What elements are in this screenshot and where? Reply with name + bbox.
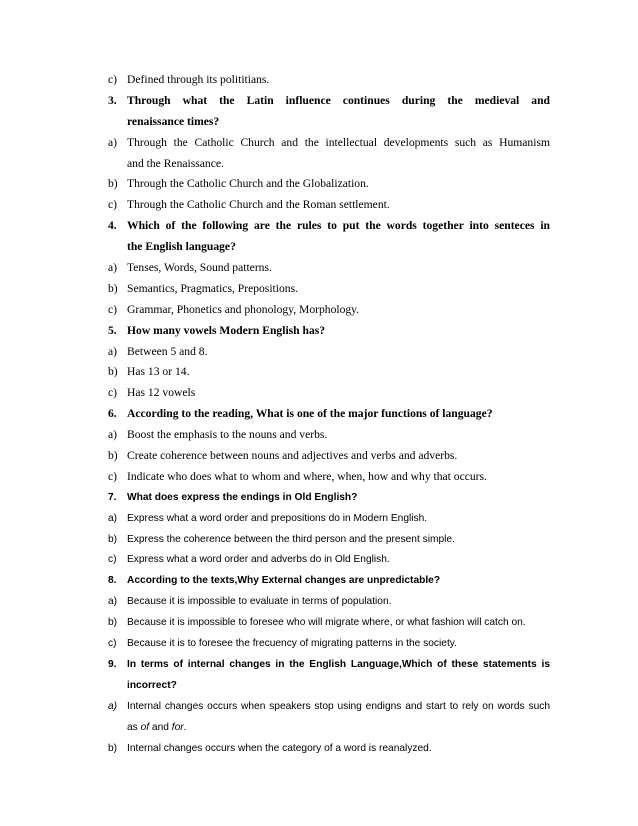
option-a-q9 (108, 697, 550, 718)
option-text: Express what a word order and adverbs do in Old English. (127, 554, 390, 566)
option-text: Has 13 or 14. (127, 365, 190, 379)
question-number: 4. (108, 219, 117, 233)
option-a-q8 (108, 592, 550, 613)
question-4-cont (108, 237, 550, 258)
question-3-cont (108, 112, 550, 133)
question-number: 8. (108, 575, 117, 587)
option-label: a) (108, 344, 118, 358)
question-text: How many vowels Modern English has? (127, 323, 326, 337)
option-c-q3 (108, 195, 550, 216)
question-number: 3. (108, 93, 117, 107)
option-label: b) (108, 281, 118, 295)
option-label: a) (108, 135, 118, 149)
option-c-q4 (108, 300, 550, 321)
question-number: 9. (108, 658, 117, 670)
option-text: Because it is to foresee the frecuency of migrating patterns in the society. (127, 638, 457, 650)
option-label: c) (108, 386, 118, 400)
option-c-q8 (108, 634, 550, 655)
option-label: a) (108, 596, 118, 608)
question-text: Which of the following are the rules to put the words together into senteces in (127, 219, 550, 233)
option-text: Internal changes occurs when speakers stop using endigns and start to rely on words such (127, 700, 550, 712)
option-a-q6 (108, 425, 550, 446)
option-a-q5 (108, 342, 550, 363)
option-label: c) (108, 198, 118, 212)
option-text: Internal changes occurs when the category of a word is reanalyzed. (127, 742, 432, 754)
option-label: a) (108, 512, 118, 524)
option-a-q3 (108, 133, 550, 154)
option-label: b) (108, 617, 118, 629)
option-text: Express the coherence between the third person and the present simple. (127, 533, 455, 545)
option-text: Express what a word order and prepositions do in Modern English. (127, 512, 428, 524)
question-number: 5. (108, 323, 117, 337)
option-label: b) (108, 365, 118, 379)
question-text: According to the texts,Why External changes are unpredictable? (127, 575, 441, 587)
option-label: c) (108, 554, 117, 566)
option-text: Defined through its polititians. (127, 73, 270, 86)
option-b-q5 (108, 362, 550, 383)
option-label: b) (108, 177, 118, 191)
option-text: Because it is impossible to evaluate in terms of population. (127, 596, 392, 608)
option-b-q9 (108, 739, 550, 760)
option-text: Has 12 vowels (127, 386, 196, 400)
question-text: Through what the Latin influence continues during the medieval and (127, 93, 550, 107)
question-number: 7. (108, 491, 117, 503)
option-b-q4 (108, 279, 550, 300)
question-9 (108, 655, 550, 676)
option-c-q6 (108, 467, 550, 488)
option-c-q5 (108, 383, 550, 404)
option-text: Through the Catholic Church and the Globalization. (127, 177, 369, 191)
option-label: b) (108, 449, 118, 463)
question-list (108, 70, 550, 759)
option-label: b) (108, 742, 118, 754)
option-text: Through the Catholic Church and the intellectual developments such as Humanism (127, 135, 550, 149)
option-text: and the Renaissance. (127, 156, 224, 170)
question-text: incorrect? (127, 679, 177, 691)
option-label: a) (108, 700, 118, 712)
option-c-q7 (108, 550, 550, 571)
question-text: What does express the endings in Old English? (127, 491, 358, 503)
option-a-q3-cont (108, 154, 550, 175)
question-3 (108, 91, 550, 112)
option-a-q7 (108, 509, 550, 530)
option-text: as of and for. (127, 721, 187, 733)
option-text: Between 5 and 8. (127, 344, 208, 358)
option-b-q7 (108, 530, 550, 551)
option-text: Through the Catholic Church and the Roman settlement. (127, 198, 390, 212)
option-text: Grammar, Phonetics and phonology, Morphology. (127, 302, 360, 316)
option-a-q4 (108, 258, 550, 279)
question-5 (108, 321, 550, 342)
option-label: c) (108, 469, 118, 483)
option-label: a) (108, 261, 118, 275)
question-number: 6. (108, 407, 117, 421)
question-9-cont (108, 676, 550, 697)
question-text: According to the reading, What is one of the major functions of language? (127, 407, 493, 421)
option-a-q9-cont (108, 718, 550, 739)
option-label: b) (108, 533, 118, 545)
option-b-q8 (108, 613, 550, 634)
question-text: In terms of internal changes in the English Language,Which of these statements is (127, 658, 550, 670)
option-label: c) (108, 638, 117, 650)
question-7 (108, 488, 550, 509)
option-text: Create coherence between nouns and adjectives and verbs and adverbs. (127, 449, 458, 463)
question-text: renaissance times? (127, 114, 220, 128)
question-8 (108, 571, 550, 592)
option-b-q6 (108, 446, 550, 467)
option-text: Indicate who does what to whom and where, when, how and why that occurs. (127, 469, 487, 483)
option-label: a) (108, 428, 118, 442)
option-text: Tenses, Words, Sound patterns. (127, 261, 272, 275)
question-4 (108, 216, 550, 237)
question-text: the English language? (127, 240, 236, 254)
option-c-q2 (108, 70, 550, 91)
option-text: Boost the emphasis to the nouns and verbs. (127, 428, 328, 442)
option-b-q3 (108, 174, 550, 195)
option-label: c) (108, 73, 118, 86)
option-label: c) (108, 302, 118, 316)
option-text: Semantics, Pragmatics, Prepositions. (127, 281, 298, 295)
question-6 (108, 404, 550, 425)
option-text: Because it is impossible to foresee who will migrate where, or what fashion will catch on. (127, 617, 526, 629)
